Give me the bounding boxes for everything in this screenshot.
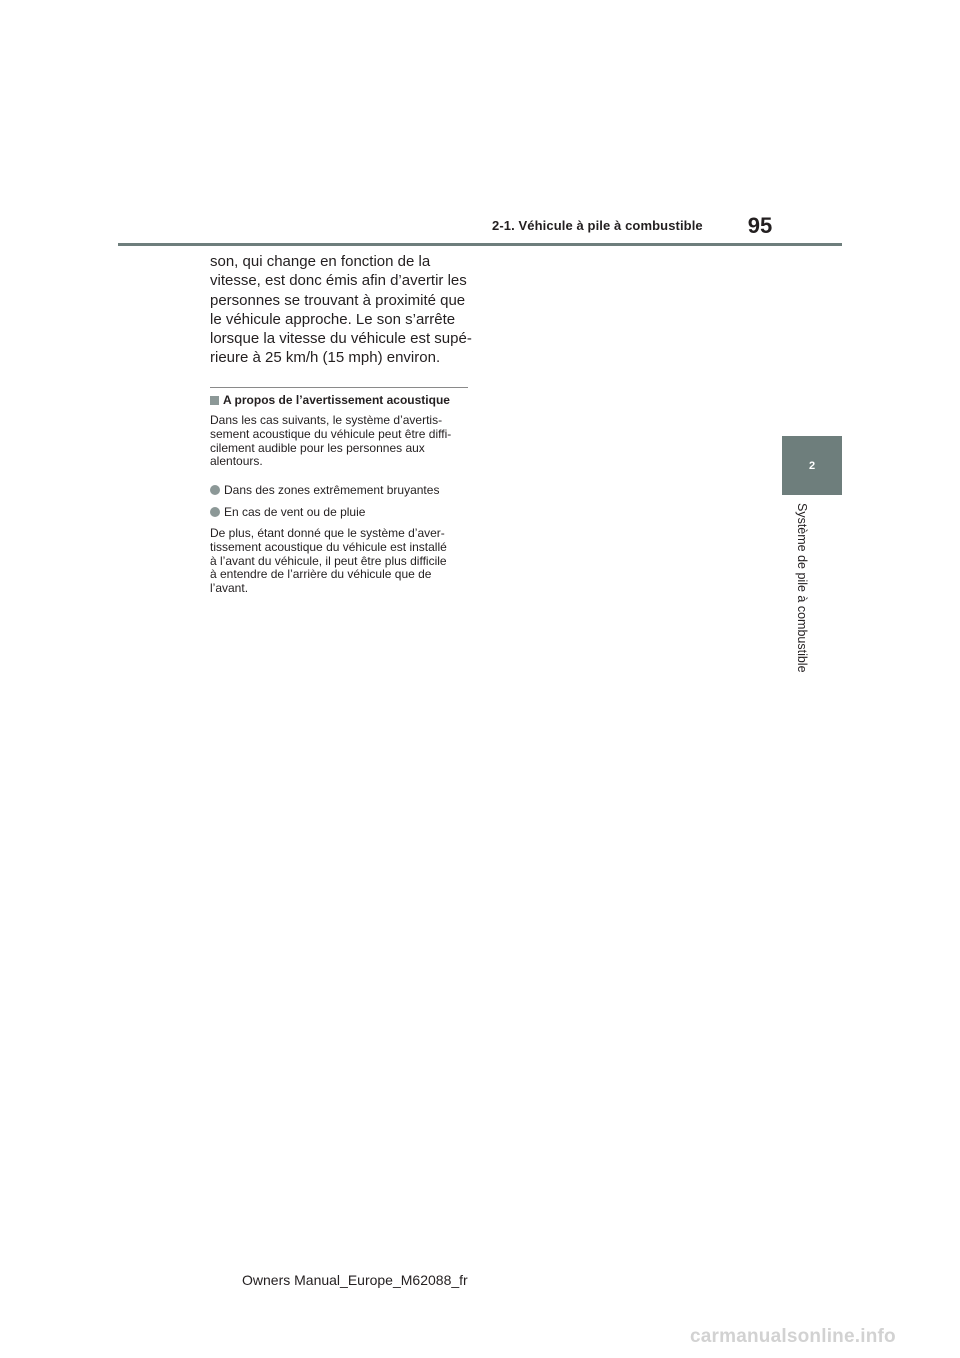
page-number: 95 bbox=[747, 213, 773, 238]
watermark: carmanualsonline.info bbox=[690, 1326, 896, 1347]
header-divider bbox=[118, 243, 842, 246]
note-heading-text: A propos de l’avertissement acoustique bbox=[223, 393, 450, 407]
paragraph-line: son, qui change en fonction de la bbox=[210, 253, 431, 270]
paragraph-line: rieure à 25 km/h (15 mph) environ. bbox=[210, 349, 441, 367]
chapter-number: 2 bbox=[808, 459, 816, 472]
manual-name: Owners Manual_Europe_M62088_fr bbox=[242, 1272, 468, 1288]
note-closing-line: à entendre de l’arrière du véhicule que de bbox=[210, 567, 432, 582]
chapter-tab bbox=[782, 436, 842, 495]
note-intro-line: sement acoustique du véhicule peut être diffi- bbox=[210, 426, 452, 441]
note-intro bbox=[210, 414, 472, 469]
square-bullet-icon bbox=[210, 396, 219, 405]
bullet-item bbox=[210, 483, 439, 497]
paragraph-line: personnes se trouvant à proximité que bbox=[210, 291, 466, 309]
bullet-text: Dans des zones extrêmement bruyantes bbox=[224, 483, 440, 497]
note-closing-line: tissement acoustique du véhicule est installé bbox=[210, 539, 447, 554]
note-closing-line: à l’avant du véhicule, il peut être plus difficile bbox=[210, 553, 447, 568]
note-heading bbox=[210, 393, 450, 407]
circle-bullet-icon bbox=[210, 485, 220, 495]
chapter-title: Système de pile à combustible bbox=[795, 503, 809, 673]
paragraph-line: le véhicule approche. Le son s’arrête bbox=[210, 310, 456, 328]
note-closing-line: De plus, étant donné que le système d’aver- bbox=[210, 526, 445, 540]
note-closing-line: l’avant. bbox=[210, 581, 249, 596]
section-title: 2-1. Véhicule à pile à combustible bbox=[492, 218, 703, 233]
note-divider bbox=[210, 387, 468, 388]
circle-bullet-icon bbox=[210, 507, 220, 517]
note-intro-line: cilement audible pour les personnes aux bbox=[210, 440, 425, 455]
note-closing bbox=[210, 527, 472, 596]
note-intro-line: alentours. bbox=[210, 454, 263, 469]
paragraph-line: lorsque la vitesse du véhicule est supé- bbox=[210, 330, 472, 348]
bullet-item bbox=[210, 505, 365, 519]
body-paragraph bbox=[210, 252, 475, 368]
bullet-text: En cas de vent ou de pluie bbox=[224, 505, 366, 519]
paragraph-line: vitesse, est donc émis afin d’avertir les bbox=[210, 272, 467, 290]
note-intro-line: Dans les cas suivants, le système d’avertis- bbox=[210, 413, 443, 427]
